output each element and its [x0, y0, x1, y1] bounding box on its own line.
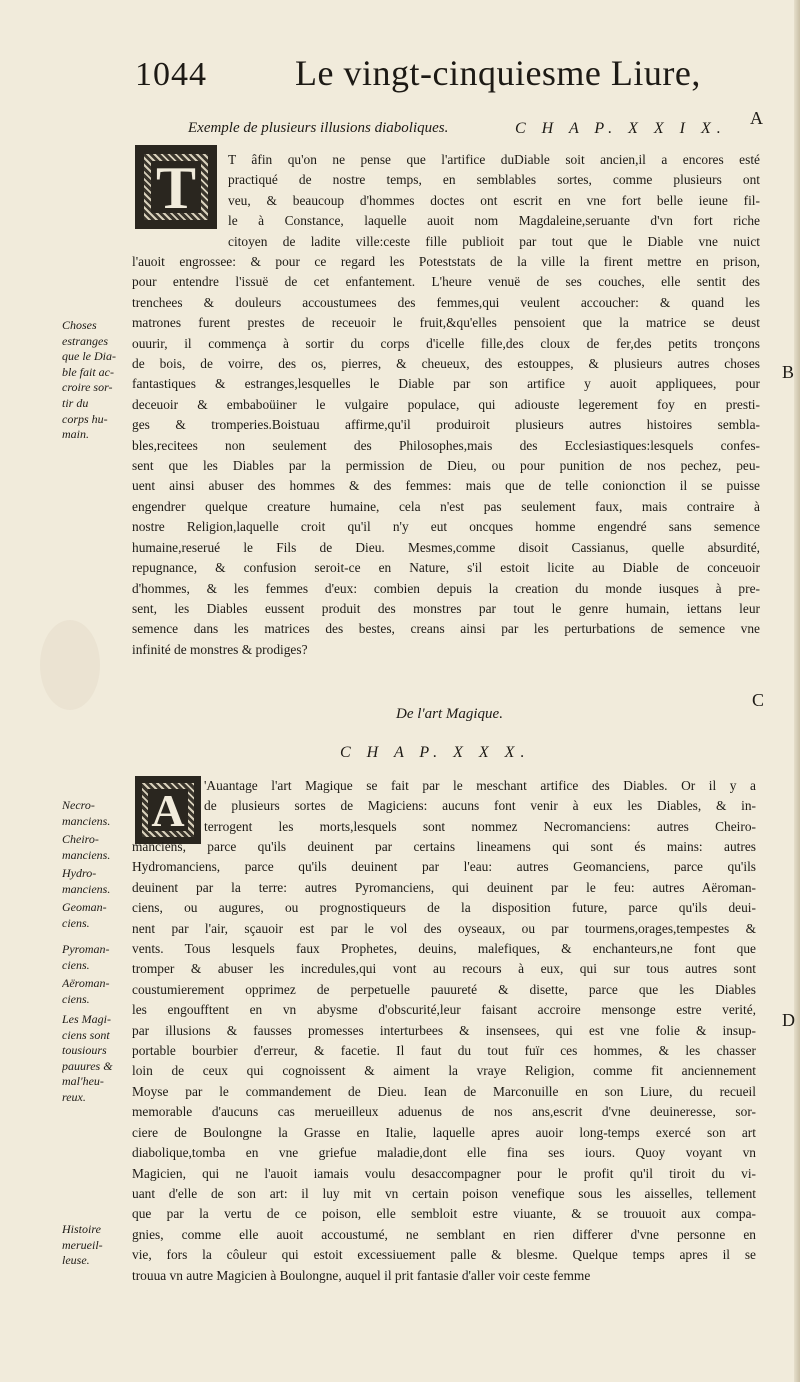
dropcap-letter: A: [148, 789, 188, 831]
text-line: manciens, parce qu'ils deuinent par certains lineamens qui sont és mains: autres: [132, 839, 756, 854]
text-line: uant d'elle de son art: il luy mit vn certain poison venefique sous les aisselles, tellement: [132, 1185, 756, 1201]
chapter-29-body: [132, 252, 760, 660]
text-line: matrones furent prestes de receuoir le fruit,&qu'elles pensoient que la matrice se deust: [132, 315, 760, 331]
text-line: terrogent les morts,lesquels sont nommez Necromanciens: autres Cheiro-: [204, 818, 756, 834]
chapter-30-body: [132, 837, 756, 1286]
running-title: Le vingt-cinquiesme Liure,: [295, 53, 701, 93]
marginal-note-cheiromanciens: Cheiro- manciens.: [62, 832, 111, 862]
margin-letter-a: A: [750, 108, 763, 128]
text-line: vents. Tous lesquels faux Prophetes, deuins, malefiques, & enchanteurs,ne font que: [132, 941, 756, 957]
margin-letter-d: D: [782, 1010, 795, 1030]
marginal-note-geomanciens: Geoman- ciens.: [62, 900, 107, 930]
text-line: deceuoir & embaboüiner le vulgaire populace, qui adiouste legerement foy en presti-: [132, 396, 760, 412]
text-line: ciens, ou augures, ou prognostiqueurs de la disposition future, parce qu'ils deui-: [132, 900, 756, 916]
marginal-note-magiciens-pauures: Les Magi- ciens sont tousiours pauures & mal'heu- reux.: [62, 1012, 113, 1104]
text-line: pour entendre l'issuë de cet enfantement. L'heure venuë de ses couches, elle sentit des: [132, 274, 760, 290]
text-line: Magicien, qui ne l'auoit iamais voulu desaccompagner pour le profit qu'il tiroit du vi-: [132, 1165, 756, 1181]
chapter-30-title: De l'art Magique.: [396, 706, 503, 722]
text-line: trouua vn autre Magicien à Boulongne, auquel il prit fantasie d'aller voir ceste femme: [132, 1267, 591, 1283]
marginal-note-pyromanciens: Pyroman- ciens.: [62, 942, 110, 972]
text-line: gnies, comme elle auoit accoustumé, ne semblant en rien differer d'vne personne en: [132, 1226, 756, 1242]
text-line: deuinent par la terre: autres Pyromanciens, qui deuinent par le feu: autres Aëroman-: [132, 879, 756, 895]
text-line: humaine,reserué le Fils de Dieu. Mesmes,comme disoit Cassianus, quelle absurdité,: [132, 539, 760, 555]
marginal-note-histoire-merueilleuse: Histoire merueil- leuse.: [62, 1222, 103, 1268]
text-line: nent par l'air, sçauoir est par le vol des oyseaux, ou par tourmens,orages,tempestes &: [132, 920, 756, 936]
text-line: Hydromanciens, parce qu'ils deuinent par l'eau: autres Geomanciens, parce qu'ils: [132, 859, 756, 875]
text-line: practiqué de nostre temps, en semblables sortes, comme plusieurs ont: [228, 172, 760, 188]
chapter-29-title: Exemple de plusieurs illusions diaboliques.: [188, 120, 449, 136]
text-line: diabolique,tomba en vne griefue maladie,dont elle fina ses iours. Quoy voyant vn: [132, 1145, 756, 1161]
text-line: de plusieurs sortes de Magiciens: aucuns font venir à eux les Diables, & in-: [204, 798, 756, 814]
text-line: vie, fors la côuleur qui estoit excessiuement palle & blesme. Quelque temps apres il se: [132, 1247, 756, 1263]
text-line: 'Auantage l'art Magique se fait par le meschant artifice des Diables. Or il y a: [204, 778, 756, 793]
marginal-note-choses-estranges: Choses estranges que le Dia- ble fait ac- croire sor- tir du corps hu- main.: [62, 318, 116, 442]
text-line: ouurir, il commença à sortir du corps d'icelle fille,des cloux de fer,des petits tronçons: [132, 335, 760, 351]
text-line: memorable d'aucuns cas merueilleux aduenus de nos ans,escrit d'vne deuineresse, sor-: [132, 1104, 756, 1120]
text-line: semence dans les matrices des bestes, creans ainsi par les perturbations de semence vne: [132, 621, 760, 637]
text-line: trenchees & douleurs accoustumees des femmes,qui veulent accoucher: & quand les: [132, 294, 760, 310]
text-line: sent, les Diables eussent produit des monstres par tout le genre humain, iettans leur: [132, 600, 760, 616]
chapter-30-label: C H A P. X X X.: [340, 744, 531, 761]
text-line: veu, & beaucoup d'hommes doctes ont escrit en vne fort belle ieune fil-: [228, 192, 760, 208]
text-line: engendrer quelque creature humaine, cela n'est pas seulement faux, mais contraire à: [132, 498, 760, 514]
text-line: l'auoit engrossee: & pour ce regard les Poteststats de la ville la firent mettre en prison,: [132, 254, 760, 269]
marginal-note-aeromanciens: Aëroman- ciens.: [62, 976, 110, 1006]
text-line: citoyen de ladite ville:ceste fille publioit par tout que le Diable vne nuict: [228, 233, 760, 249]
text-line: portable bourbier d'erreur, & facetie. Il faut du tout fuïr ces hommes, & les chasser: [132, 1043, 756, 1059]
margin-letter-c: C: [752, 690, 765, 710]
text-line: bles,recitees non seulement des Philosophes,mais des Ecclesiastiques:lesquels confes-: [132, 437, 760, 453]
page-header: [135, 52, 701, 100]
text-line: de bois, de voirre, des os, pierres, & cheueux, des estouppes, & plusieurs autres choses: [132, 356, 760, 372]
chapter-30-opening: [204, 776, 756, 837]
marginal-note-necromanciens: Necro- manciens.: [62, 798, 111, 828]
marginal-note-hydromanciens: Hydro- manciens.: [62, 866, 111, 896]
text-line: nostre Religion,laquelle croit qu'il n'y eut oncques homme engendré sans semence: [132, 519, 760, 535]
text-line: T âfin qu'on ne pense que l'artifice duDiable soit ancien,il a encores esté: [228, 152, 760, 167]
chapter-29-label: C H A P. X X I X.: [515, 120, 727, 137]
text-line: le à Constance, laquelle auoit nom Magdaleine,seruante d'vn fort riche: [228, 213, 760, 229]
page-edge: [794, 0, 800, 1382]
text-line: uent ainsi abuser des hommes & des femmes: mais que de telle conionction il se puisse: [132, 478, 760, 494]
paper-stain: [40, 620, 100, 710]
chapter-29-dropcap: [135, 145, 217, 229]
text-line: repugnance, & confusion seroit-ce en Nature, s'il estoit licite au Diable de conceuoir: [132, 560, 760, 576]
text-line: sent que les Diables par la permission de Dieu, ou pour punition de nos pechez, peu-: [132, 458, 760, 474]
text-line: loin de ceux qui cognoissent & aiment la vraye Religion, comme fit anciennement: [132, 1063, 756, 1079]
text-line: coustumierement opprimez de perpetuelle pauureté & disette, parce que les Diables: [132, 981, 756, 997]
text-line: infinité de monstres & prodiges?: [132, 641, 308, 657]
text-line: que par la vertu de ce poison, elle sembloit estre viuante, & se trouuoit aux compa-: [132, 1206, 756, 1222]
dropcap-letter: T: [151, 161, 201, 213]
text-line: les engoufftent en vn abysme d'obscurité,leur faisant accroire mensonge estre verité,: [132, 1002, 756, 1018]
text-line: par illusions & fausses promesses interturbees & insensees, qui est vne folie & insup-: [132, 1022, 756, 1038]
page-number: 1044: [135, 56, 207, 93]
chapter-29-opening: [228, 150, 760, 252]
text-line: fantastiques & estranges,lesquelles le Diable par son artifice y auoit appliquees, pour: [132, 376, 760, 392]
text-line: ciere de Boulongne la Grasse en Italie, laquelle apres auoir long-temps exercé son art: [132, 1124, 756, 1140]
chapter-30-dropcap: [135, 776, 201, 844]
text-line: d'hommes, & les femmes d'eux: combien depuis la creation du monde iusques à pre-: [132, 580, 760, 596]
text-line: Moyse par le commandement de Dieu. Iean de Marconuille en son Liure, du recueil: [132, 1083, 756, 1099]
margin-letter-b: B: [782, 362, 795, 382]
text-line: ges & tromperies.Boistuau affirme,qu'il produiroit plusieurs autres histoires sembla-: [132, 417, 760, 433]
text-line: tromper & abuser les incredules,qui vont au recours à eux, qui sur tous autres sont: [132, 961, 756, 977]
